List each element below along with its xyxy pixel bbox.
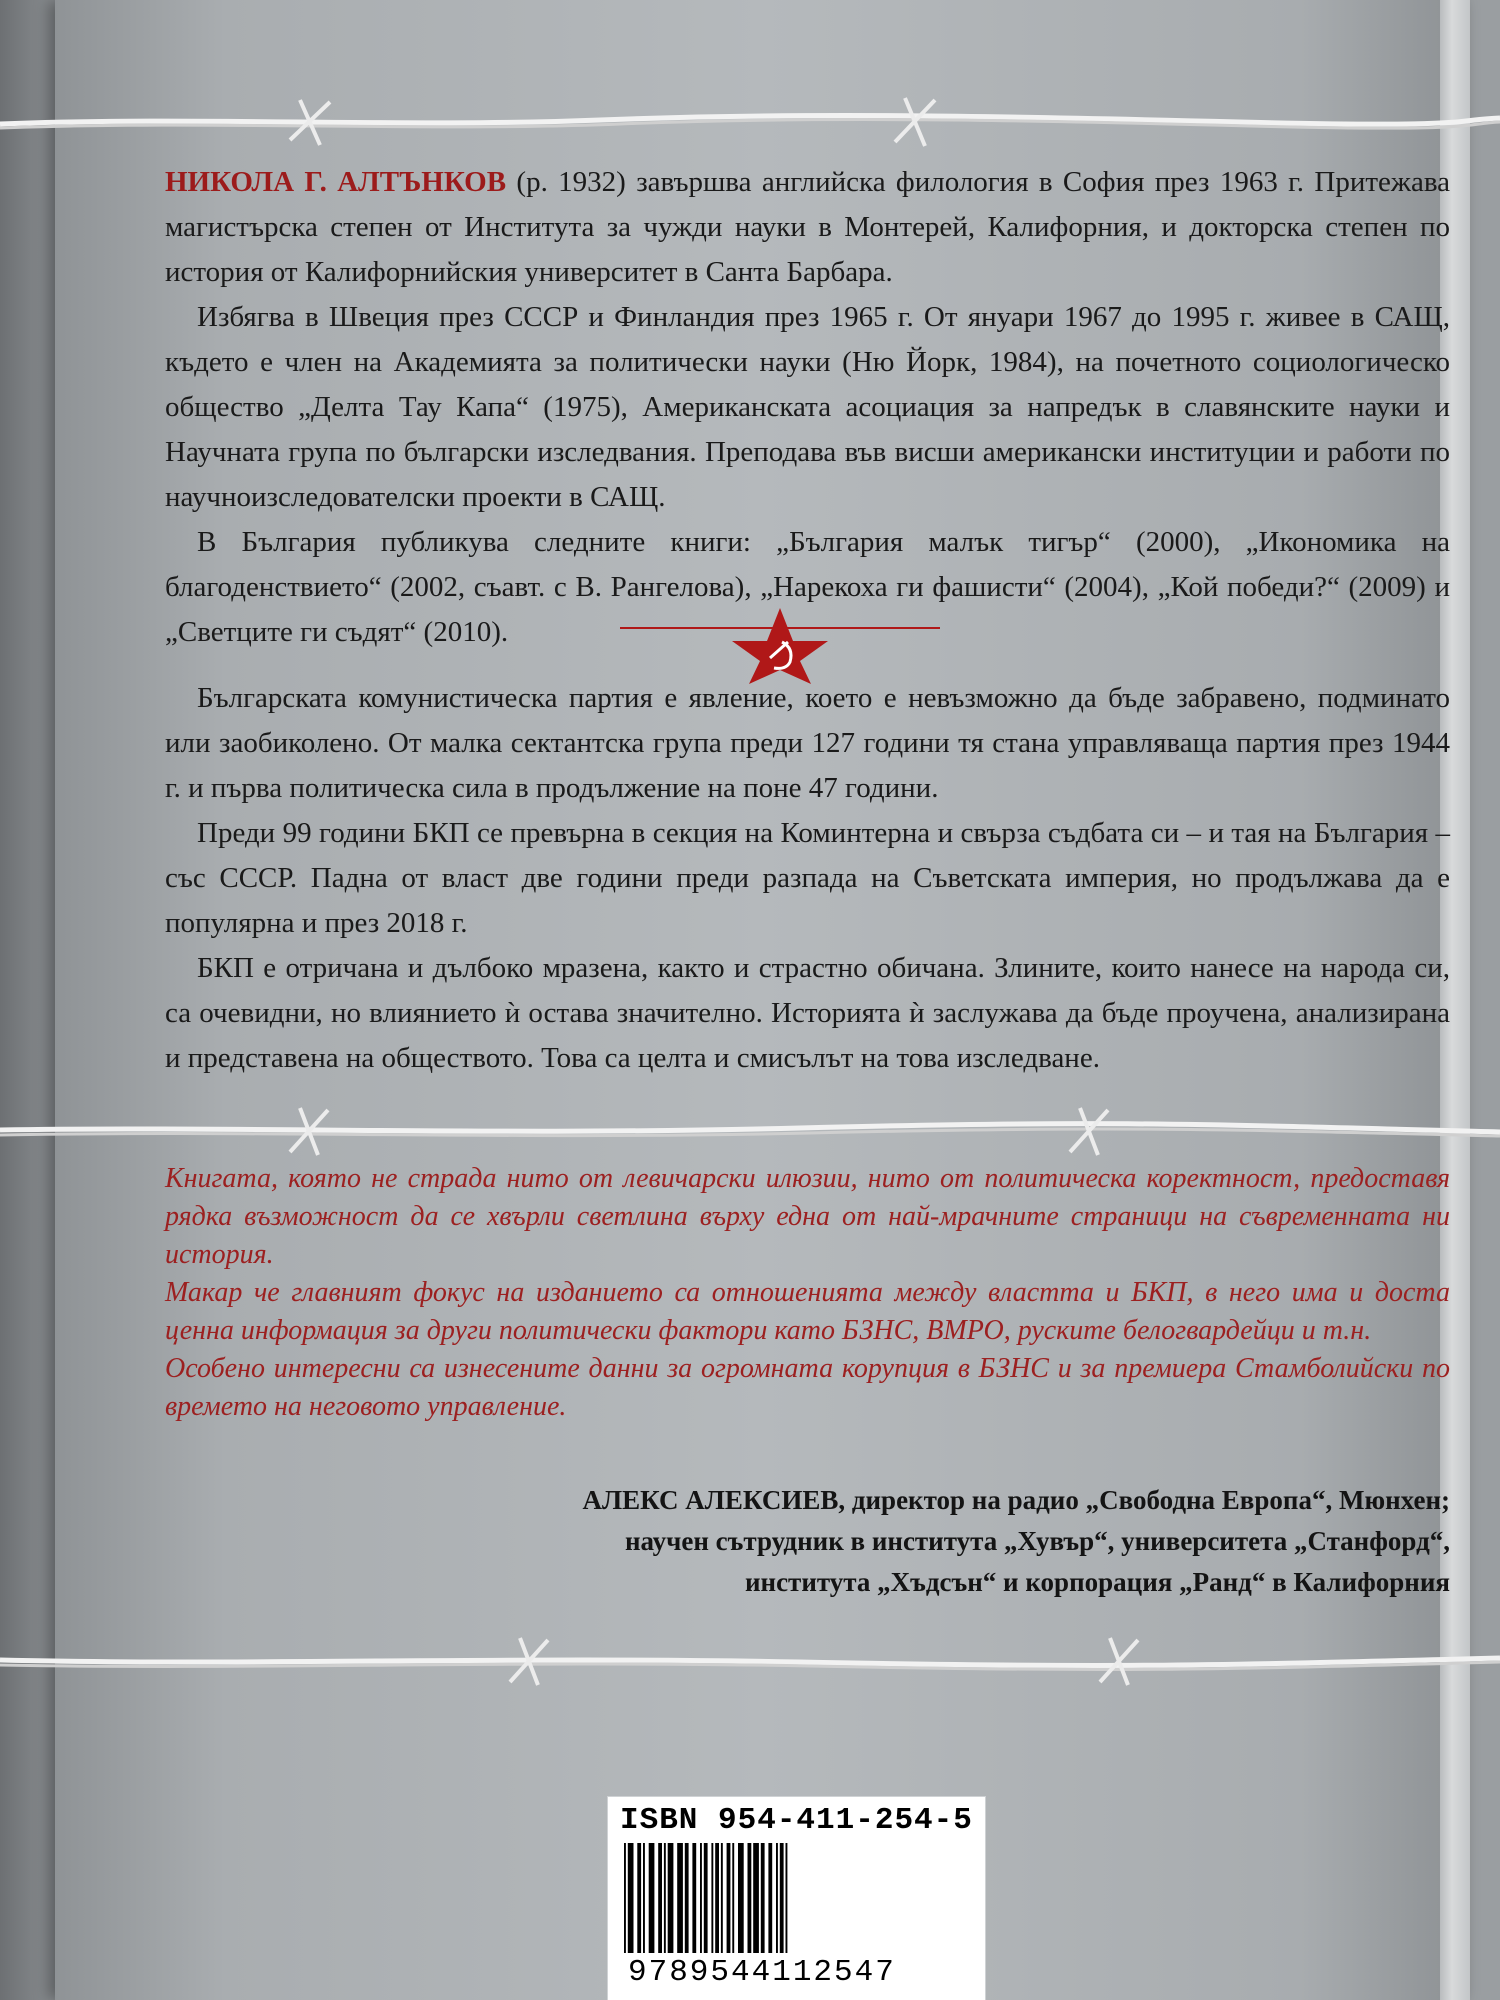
review-paragraph-2: Макар че главният фокус на изданието са отношенията между властта и БКП, в него има и доста ценна информация за други политически фактори като БЗНС, ВМРО, руските белогвардейци и т.н. (165, 1277, 1450, 1346)
background-shadow (0, 0, 55, 2000)
about-book-paragraph-1: Българската комунистическа партия е явление, което е невъзможно да бъде забравено, подминато или заобиколено. От малка сектантска група преди 127 години тя стана управляваща партия през 1944 г. и първа политическа сила в продължение на поне 47 години. (165, 682, 1450, 804)
review-attribution (350, 1480, 1450, 1603)
barcode-bar (761, 1843, 765, 1953)
barcode-bar (685, 1843, 689, 1953)
barcode-bar (677, 1843, 683, 1953)
author-bio (165, 160, 1450, 655)
barcode-bar (738, 1843, 744, 1953)
author-bio-paragraph-2: Избягва в Швеция през СССР и Финландия през 1965 г. От януари 1967 до 1995 г. живее в САЩ, където е член на Академията за политически науки (Ню Йорк, 1984), на почетното социологическо общество „Делта Тау Капа“ (1975), Американската асоциация за напредък в славянските науки и Научната група по български изследвания. Преподава във висши американски институции и работи по научноизследователски проекти в САЩ. (165, 301, 1450, 513)
attribution-line-3: института „Хъдсън“ и корпорация „Ранд“ в Калифорния (744, 1567, 1450, 1597)
barcode-bar (721, 1843, 723, 1953)
barbed-wire-bottom (0, 1630, 1500, 1690)
barcode-bar (692, 1843, 696, 1953)
barcode-bar (753, 1843, 759, 1953)
barcode-bar (643, 1843, 645, 1953)
attribution-line-2: научен сътрудник в института „Хувър“, университета „Станфорд“, (624, 1526, 1450, 1556)
author-name: НИКОЛА Г. АЛТЪНКОВ (165, 166, 507, 198)
author-bio-paragraph-3: В България публикува следните книги: „България малък тигър“ (2000), „Икономика на благоденствието“ (2002, съавт. с В. Рангелова), „Нарекоха ги фашисти“ (2004), „Кой победи?“ (2009) и „Светците ги съдят“ (2010). (165, 526, 1450, 648)
about-book-paragraph-3: БКП е отричана и дълбоко мразена, както и страстно обичана. Злините, които нанесе на народа си, са очевидни, но влиянието ѝ остава значително. Историята ѝ заслужава да бъде проучена, анализирана и представена на обществото. Това са целта и смисълът на това изследване. (165, 952, 1450, 1074)
barcode-bar (649, 1843, 655, 1953)
barcode-bar (664, 1843, 666, 1953)
about-book (165, 676, 1450, 1081)
barcode-bar (658, 1843, 662, 1953)
barcode-bars (620, 1843, 973, 1953)
barcode-bar (624, 1843, 626, 1953)
barcode-bar (700, 1843, 702, 1953)
review-quote (165, 1160, 1450, 1426)
ean-digits: 9789544112547 (628, 1955, 896, 1990)
barcode-bar (715, 1843, 719, 1953)
barcode-bar (637, 1843, 641, 1953)
barcode-bar (727, 1843, 731, 1953)
review-paragraph-1: Книгата, която не страда нито от левичарски илюзии, нито от политическа коректност, предоставя рядка възможност да се хвърли светлина върху една от най-мрачните страници на съвременната ни история. (165, 1163, 1450, 1270)
barbed-wire-middle (0, 1100, 1500, 1160)
barbed-wire-top (0, 90, 1500, 150)
barcode-bar (780, 1843, 784, 1953)
author-bio-intro: (р. 1932) завършва английска филология в София през 1963 г. Притежава магистърска степен от Института за чужди науки в Монтерей, Калифорния, и докторска степен по история от Калифорнийския университет в Санта Барбара. (165, 166, 1450, 288)
barcode-bar (704, 1843, 708, 1953)
about-book-paragraph-2: Преди 99 години БКП се превърна в секция на Коминтерна и свърза съдбата си – и тая на България – със СССР. Падна от власт две години преди разпада на Съветската империя, но продължава да е популярна и през 2018 г. (165, 817, 1450, 939)
review-paragraph-3: Особено интересни са изнесените данни за огромната корупция в БЗНС и за премиера Стамболийски по времето на неговото управление. (165, 1353, 1450, 1422)
barcode-bar (732, 1843, 734, 1953)
author-bio-paragraph-1 (165, 160, 1450, 295)
barcode-bar (776, 1843, 778, 1953)
barcode-bar (668, 1843, 674, 1953)
barcode-bar (628, 1843, 634, 1953)
attribution-line-1: АЛЕКС АЛЕКСИЕВ, директор на радио „Свободна Европа“, Мюнхен; (582, 1485, 1450, 1515)
isbn-barcode (607, 1796, 986, 2000)
barcode-bar (786, 1843, 788, 1953)
barcode-bar (711, 1843, 713, 1953)
barcode-bar (768, 1843, 772, 1953)
barcode-bar (748, 1843, 752, 1953)
isbn-label: ISBN 954-411-254-5 (620, 1803, 973, 1838)
hammer-and-sickle-star-icon (620, 606, 940, 686)
